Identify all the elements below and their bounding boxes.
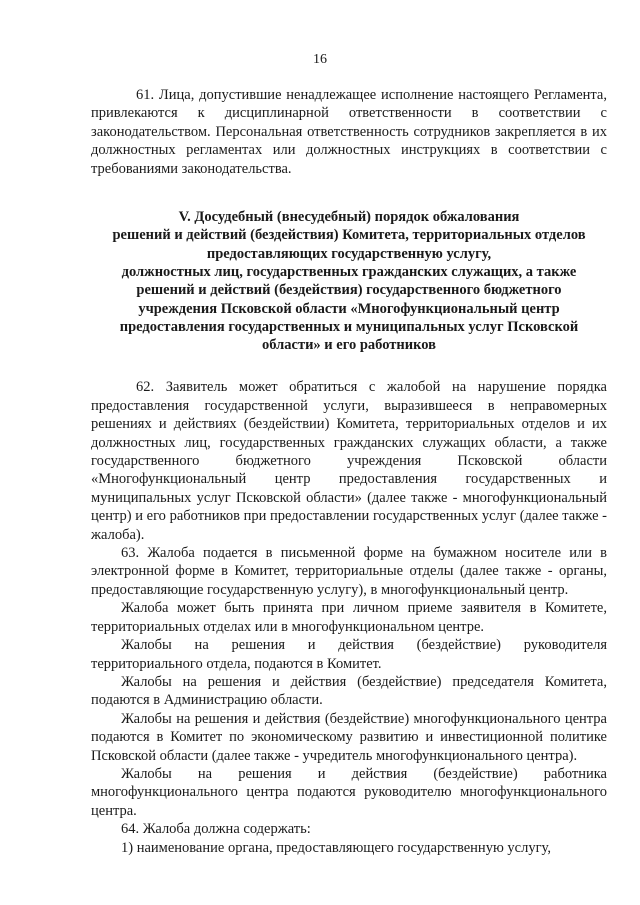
paragraph: Жалобы на решения и действия (бездействие) председателя Комитета, подаются в Администрацию области.: [91, 673, 607, 709]
list-item: 1) наименование органа, предоставляющего государственную услугу,: [121, 839, 551, 856]
document-body: [91, 86, 607, 857]
heading-line: области» и его работников: [262, 337, 436, 354]
heading-line: предоставления государственных и муниципальных услуг Псковской: [119, 318, 579, 335]
paragraph-64: 64. Жалоба должна содержать:: [121, 821, 311, 838]
heading-line: решений и действий (бездействия) Комитета, территориальных отделов: [112, 227, 586, 244]
paragraph: Жалобы на решения и действия (бездействие) работника многофункционального центра подаются руководителю многофункционального центра.: [91, 765, 607, 819]
heading-line: должностных лиц, государственных гражданских служащих, а также: [121, 263, 577, 280]
heading-line: учреждения Псковской области «Многофункциональный центр: [138, 300, 560, 317]
paragraph-62: 62. Заявитель может обратиться с жалобой на нарушение порядка предоставления государственной услуги, выразившееся в неправомерных решениях и действиях (бездействии) Комитета, территориальных отделов и их должностных лиц, государственных гражданских служащих области, а также государственного бюджетного учреждения Псковской области «Многофункциональный центр предоставления государственных и муниципальных услуг Псковской области» (далее также - многофункциональный центр) и его работников при предоставлении государственных услуг (далее также - жалоба).: [91, 379, 607, 543]
paragraph: Жалоба может быть принята при личном приеме заявителя в Комитете, территориальных отделах или в многофункциональном центре.: [91, 600, 607, 635]
section-heading: [85, 208, 613, 354]
heading-line: решений и действий (бездействия) государственного бюджетного: [136, 282, 562, 299]
heading-line: предоставляющих государственную услугу,: [206, 245, 492, 262]
page-number: 16: [313, 52, 327, 67]
paragraph-63: 63. Жалоба подается в письменной форме на бумажном носителе или в электронной форме в Комитет, территориальные отделы (далее также - органы, предоставляющие государственную услугу), в многофункциональный центр.: [91, 545, 607, 598]
paragraph: Жалобы на решения и действия (бездействие) руководителя территориального отдела, подаются в Комитет.: [91, 637, 607, 672]
paragraph-61: 61. Лица, допустившие ненадлежащее исполнение настоящего Регламента, привлекаются к дисциплинарной ответственности в соответствии с законодательством. Персональная ответственность сотрудников закрепляется в их должностных регламентах или должностных инструкциях в соответствии с требованиями законодательства.: [91, 87, 607, 177]
paragraph: Жалобы на решения и действия (бездействие) многофункционального центра подаются в Комитет по экономическому развитию и инвестиционной политике Псковской области (далее также - учредитель многофункционального центра).: [91, 710, 607, 764]
heading-line: V. Досудебный (внесудебный) порядок обжалования: [178, 209, 520, 226]
